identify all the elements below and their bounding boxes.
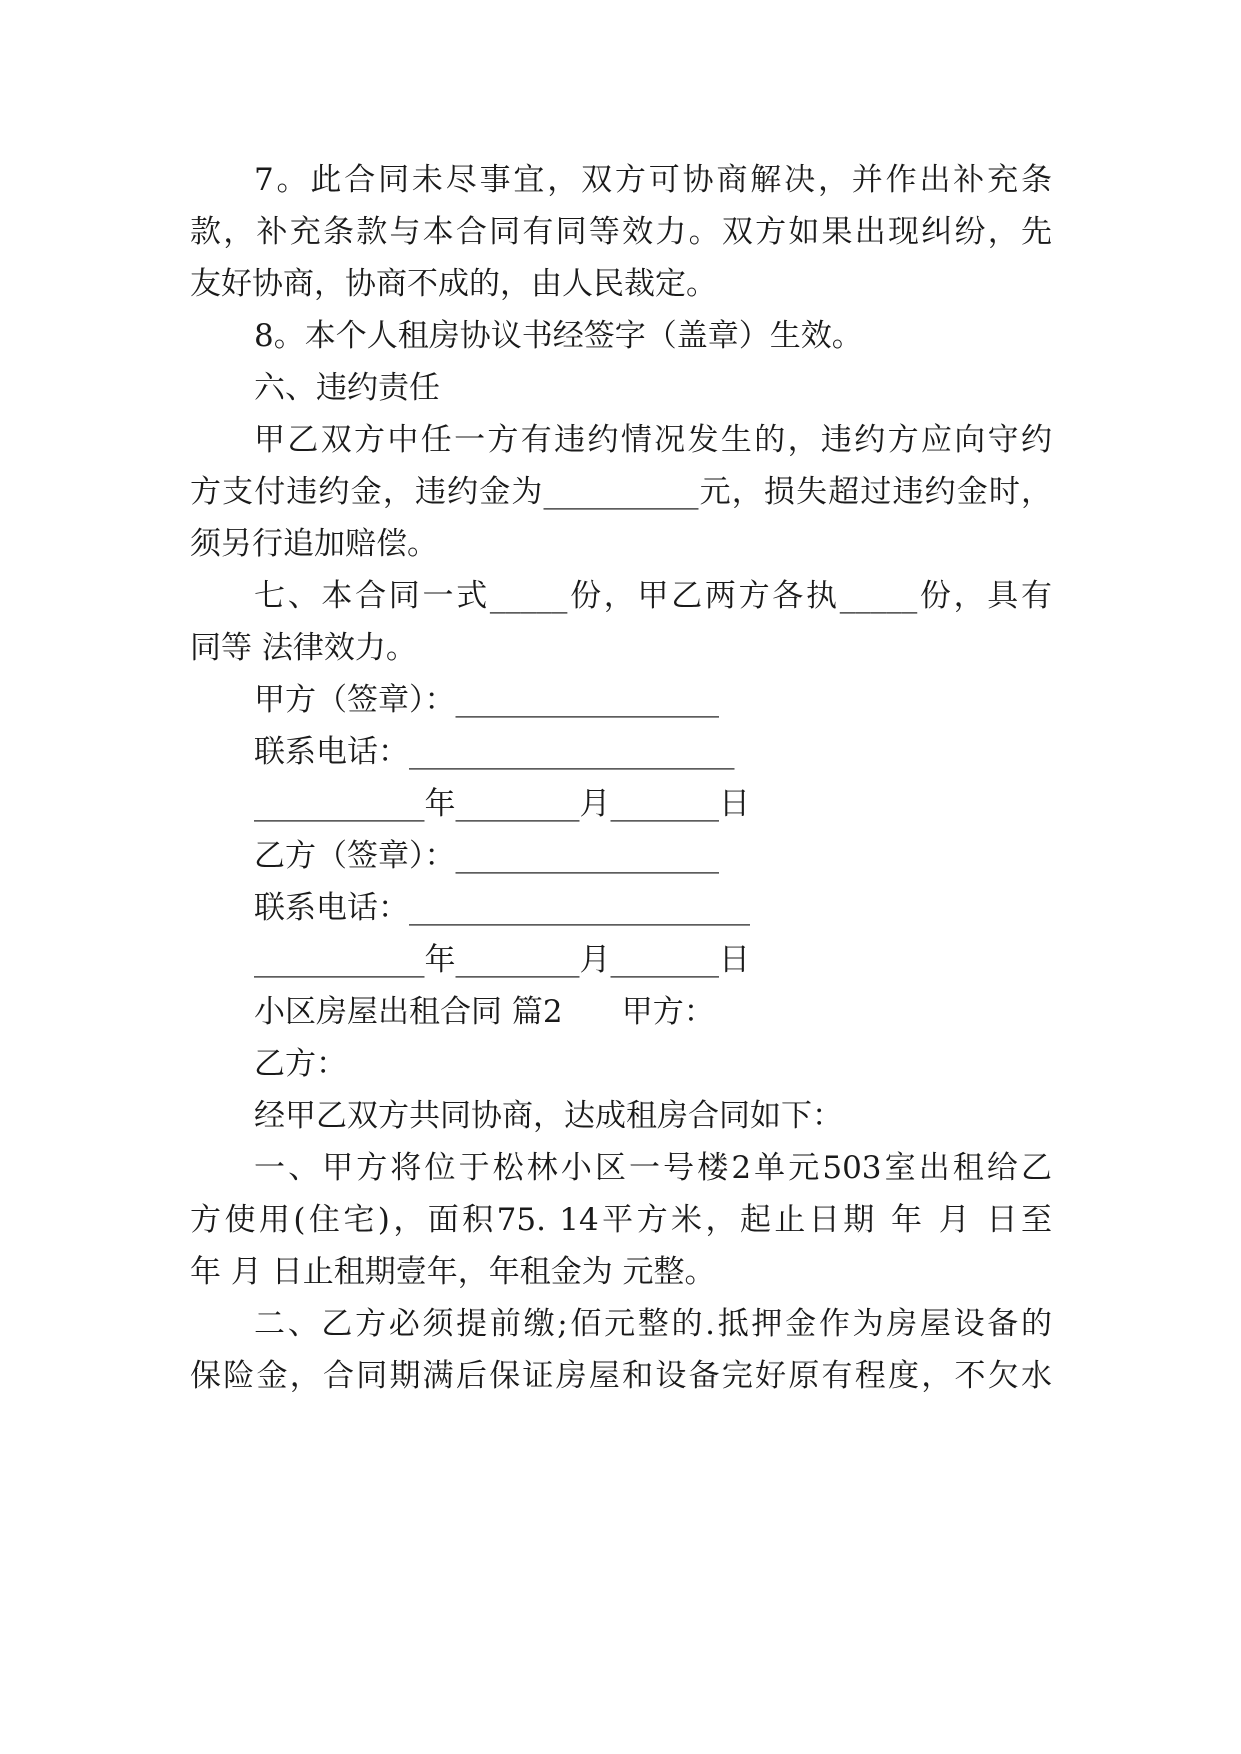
contract-2-intro: 经甲乙双方共同协商，达成租房合同如下： <box>254 1098 843 1134</box>
party-b-signature: 乙方（签章）：_________________ <box>254 838 719 874</box>
party-a-phone: 联系电话：_____________________ <box>254 734 735 770</box>
party-b-date: ___________年________月_______日 <box>254 942 750 978</box>
breach-paragraph-line-3: 须另行追加赔偿。 <box>190 526 438 562</box>
party-b-phone: 联系电话：______________________ <box>254 890 750 926</box>
contract-2-clause-2-line-1: 二、乙方必须提前缴;佰元整的.抵押金作为房屋设备的 <box>254 1306 1052 1342</box>
contract-2-clause-2-line-2: 保险金，合同期满后保证房屋和设备完好原有程度，不欠水 <box>190 1358 1052 1394</box>
contract-2-clause-1-line-3: 年 月 日止租期壹年，年租金为 元整。 <box>190 1254 716 1290</box>
contract-2-clause-1-line-2: 方使用(住宅)，面积75. 14平方米，起止日期 年 月 日至 <box>190 1202 1052 1238</box>
party-a-signature: 甲方（签章）：_________________ <box>254 682 719 718</box>
breach-paragraph-line-2: 方支付违约金，违约金为__________元，损失超过违约金时， <box>190 474 1052 510</box>
section-heading-breach: 六、违约责任 <box>254 370 440 406</box>
paragraph-7-line-2: 款，补充条款与本合同有同等效力。双方如果出现纠纷，先 <box>190 214 1052 250</box>
party-a-date: ___________年________月_______日 <box>254 786 750 822</box>
paragraph-7-line-1: 7。此合同未尽事宜，双方可协商解决，并作出补充条 <box>254 162 1052 198</box>
copies-paragraph-line-2: 同等 法律效力。 <box>190 630 417 666</box>
contract-2-clause-1-line-1: 一、甲方将位于松林小区一号楼2单元503室出租给乙 <box>254 1150 1052 1186</box>
contract-2-title: 小区房屋出租合同 篇2 甲方： <box>254 994 715 1030</box>
breach-paragraph-line-1: 甲乙双方中任一方有违约情况发生的，违约方应向守约 <box>254 422 1052 458</box>
paragraph-8: 8。本个人租房协议书经签字（盖章）生效。 <box>254 318 863 354</box>
paragraph-7-line-3: 友好协商，协商不成的，由人民裁定。 <box>190 266 717 302</box>
copies-paragraph-line-1: 七、本合同一式_____份，甲乙两方各执_____份，具有 <box>254 578 1052 614</box>
contract-2-party-b: 乙方： <box>254 1046 347 1082</box>
